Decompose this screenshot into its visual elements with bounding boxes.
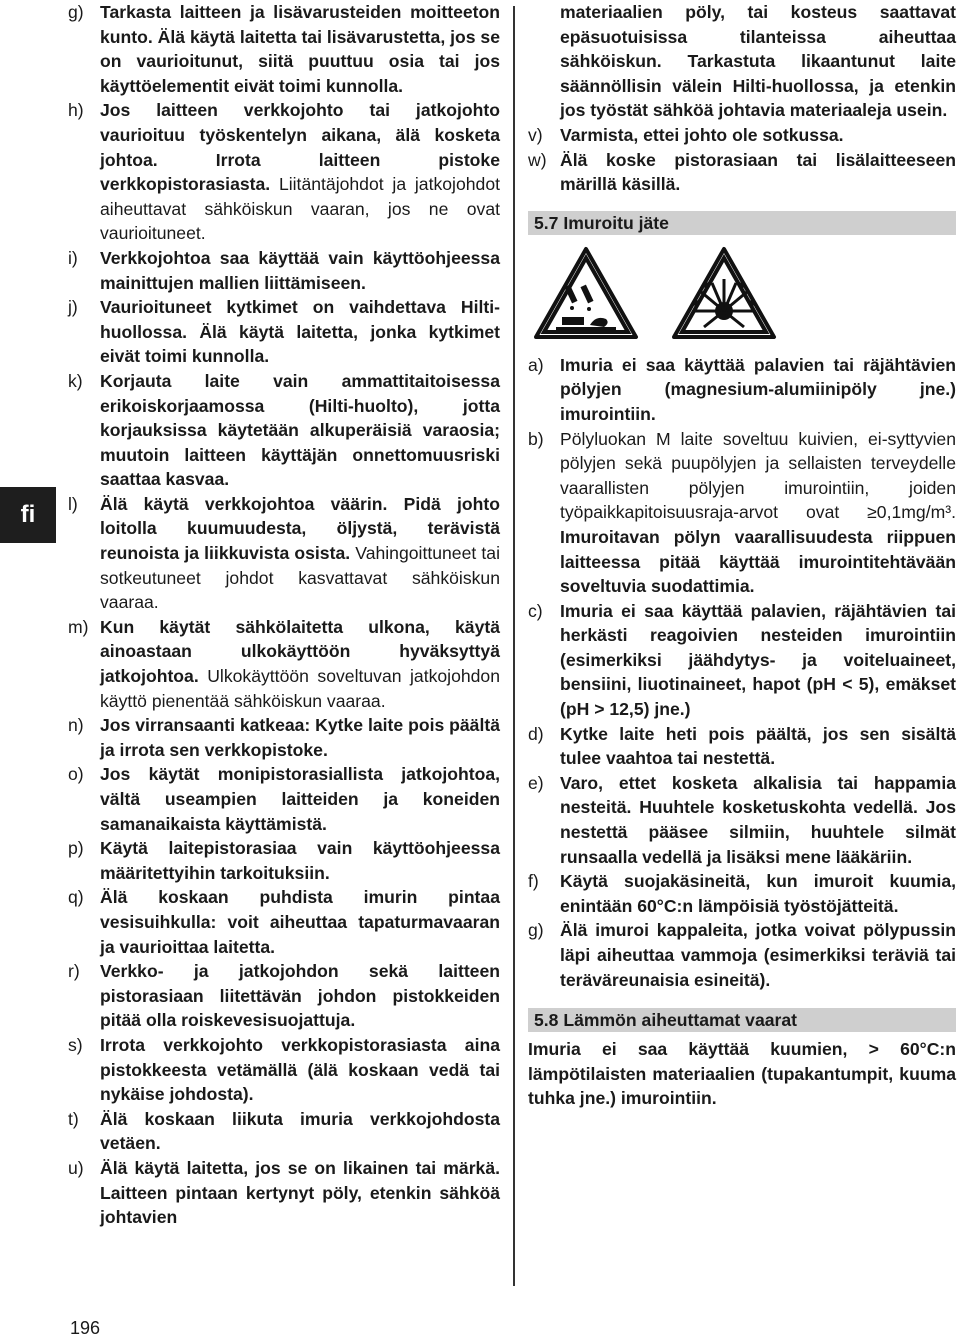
bold-text-run: Kytke laite heti pois päältä, jos sen sisältä tulee vaahtoa tai nestettä. bbox=[560, 723, 956, 769]
bold-text-run: Vaurioituneet kytkimet on vaihdettava Hilti-huollossa. Älä käytä laitetta, jonka kytkimet eivät toimi kunnolla. bbox=[100, 297, 500, 367]
bold-text-run: Älä koske pistorasiaan tai lisälaitteeseen märillä käsillä. bbox=[560, 149, 956, 195]
column-divider bbox=[513, 6, 515, 1286]
list-item-label: q) bbox=[68, 887, 84, 908]
list-item bbox=[528, 599, 956, 722]
list-item-text bbox=[100, 836, 500, 885]
list-item-label: l) bbox=[68, 493, 78, 514]
bold-text-run: Imuria ei saa käyttää palavien tai räjähtävien pölyjen (magnesium-alumiinipöly jne.) imurointiin. bbox=[560, 354, 956, 424]
safety-list-right-top bbox=[528, 123, 956, 197]
bold-text-run: Älä käytä laitetta, jos se on likainen tai märkä. Laitteen pintaan kertynyt pöly, etenkin sähköä johtavien bbox=[100, 1157, 500, 1228]
list-item bbox=[68, 885, 500, 959]
bold-text-run: Imuria ei saa käyttää palavien, räjähtävien tai herkästi reagoivien nesteiden imurointiin (esimerkiksi jäähdytys- ja voiteluaineet, bensiini, liuotinaineet, hapot (pH < 5), emäkset (pH > 12,5) jne.) bbox=[560, 600, 956, 720]
right-column bbox=[528, 0, 956, 1111]
regular-text-run: Pölyluokan M laite soveltuu kuivien, ei-syttyvien pölyjen sekä puupölyjen ja sellaisten terveydelle vaarallisten pölyjen imurointiin, joiden työpaikkapitoisuusraja-arvot ovat ≥0,1mg/m³. bbox=[560, 428, 956, 523]
corrosive-hazard-icon bbox=[532, 245, 640, 341]
list-item bbox=[68, 959, 500, 1033]
list-item-label: f) bbox=[528, 871, 539, 892]
section-5-7-heading: 5.7 Imuroitu jäte bbox=[528, 211, 956, 235]
bold-text-run: Verkko- ja jatkojohdon sekä laitteen pistorasiaan liitettävän johdon pistokkeiden pitää olla roiskevesisuojattuja. bbox=[100, 961, 500, 1031]
warning-icons bbox=[528, 245, 956, 341]
list-item-label: d) bbox=[528, 723, 544, 744]
list-item bbox=[528, 918, 956, 992]
list-item-label: a) bbox=[528, 354, 544, 375]
list-item-label: j) bbox=[68, 297, 78, 318]
list-item-text bbox=[100, 98, 500, 246]
list-item-text bbox=[100, 713, 500, 762]
list-item-text bbox=[100, 762, 500, 836]
list-item-label: o) bbox=[68, 764, 84, 785]
bold-text-run: Varmista, ettei johto ole sotkussa. bbox=[560, 124, 844, 145]
list-item bbox=[68, 295, 500, 369]
safety-list-section-5-7 bbox=[528, 353, 956, 992]
bold-text-run: Jos käytät monipistorasiallista jatkojohtoa, vältä useampien laitteiden ja koneiden samanaikaista käyttämistä. bbox=[100, 764, 500, 834]
list-item bbox=[68, 1033, 500, 1107]
bold-text-run: Kun käytät sähkölaitetta ulkona, käytä ainoastaan ulkokäyttöön hyväksyttyä jatkojohtoa. bbox=[100, 616, 500, 687]
list-item-text bbox=[100, 1033, 500, 1107]
list-item-text bbox=[560, 123, 956, 148]
section-5-8-text: Imuria ei saa käyttää kuumien, > 60°C:n lämpötilaisten materiaalien (tupakantumpit, kuuma tuhka jne.) imurointiin. bbox=[528, 1039, 956, 1109]
list-item-text bbox=[100, 246, 500, 295]
bold-text-run: Imuroitavan pölyn vaarallisuudesta riippuen laitteessa pitää käyttää imurointitehtävään soveltuvia suodattimia. bbox=[560, 526, 956, 597]
list-item-label: k) bbox=[68, 370, 83, 391]
list-item bbox=[528, 123, 956, 148]
bold-text-run: Älä käytä verkkojohtoa väärin. Pidä johto loitolla kuumuudesta, öljystä, terävistä reunoista ja liikkuvista osista. bbox=[100, 493, 500, 564]
list-item-text bbox=[560, 353, 956, 427]
list-item bbox=[68, 0, 500, 98]
regular-text-run: Ulkokäyttöön soveltuvan jatkojohdon käyttö pienentää sähköiskun vaaraa. bbox=[100, 666, 500, 711]
list-item bbox=[68, 492, 500, 615]
list-item-text bbox=[100, 959, 500, 1033]
list-item bbox=[68, 713, 500, 762]
list-item-text bbox=[100, 0, 500, 98]
list-item bbox=[528, 722, 956, 771]
list-item-text bbox=[100, 1107, 500, 1156]
list-item-text bbox=[100, 615, 500, 713]
list-item bbox=[528, 427, 956, 599]
list-item-label: i) bbox=[68, 247, 78, 268]
list-item bbox=[528, 148, 956, 197]
explosive-hazard-icon bbox=[670, 245, 778, 341]
list-item bbox=[68, 615, 500, 713]
list-item bbox=[68, 369, 500, 492]
list-item-text bbox=[560, 722, 956, 771]
list-item-text bbox=[560, 918, 956, 992]
bold-text-run: Verkkojohtoa saa käyttää vain käyttöohjeessa mainittujen mallien liittämiseen. bbox=[100, 247, 500, 293]
language-tab bbox=[0, 487, 56, 543]
bold-text-run: Varo, ettet kosketa alkalisia tai happamia nesteitä. Huuhtele kosketuskohta vedellä. Jos nestettä pääsee silmiin, huuhtele silmät runsaalla vedellä ja lisäksi mene lääkäriin. bbox=[560, 772, 956, 867]
list-item-text bbox=[560, 771, 956, 869]
list-item-text bbox=[560, 869, 956, 918]
list-item-label: m) bbox=[68, 616, 89, 637]
page-number: 196 bbox=[70, 1318, 101, 1338]
list-item bbox=[528, 353, 956, 427]
list-item-label: u) bbox=[68, 1157, 84, 1178]
bold-text-run: Älä koskaan liikuta imuria verkkojohdosta vetäen. bbox=[100, 1108, 500, 1154]
list-item-label: e) bbox=[528, 772, 544, 793]
bold-text-run: Tarkasta laitteen ja lisävarusteiden moitteeton kunto. Älä käytä laitetta tai lisävarustetta, jos se on vaurioitunut, siitä puuttuu osia tai jos käyttöelementit eivät toimi kunnolla. bbox=[100, 2, 500, 96]
left-column bbox=[68, 0, 500, 1230]
bold-text-run: Korjauta laite vain ammattitaitoisessa erikoiskorjaamossa (Hilti-huolto), jotta korjauksissa käytetään alkuperäisiä varaosia; muutoin laitteen käyttäjän onnettomuusriski saattaa kasvaa. bbox=[100, 370, 500, 490]
list-item-label: c) bbox=[528, 600, 543, 621]
list-item bbox=[528, 771, 956, 869]
list-item-text bbox=[100, 492, 500, 615]
list-item bbox=[68, 246, 500, 295]
bold-text-run: Käytä laitepistorasiaa vain käyttöohjeessa määritettyihin tarkoituksiin. bbox=[100, 838, 500, 883]
continuation-text: materiaalien pöly, tai kosteus saattavat epäsuotuisissa tilanteissa aiheuttaa sähköiskun. Tarkastuta likaantunut laite säännöllisin välein Hilti-huollossa, ja etenkin jos työstät sähköä johtavia materiaaleja usein. bbox=[560, 2, 956, 121]
language-tab-label: fi bbox=[20, 501, 36, 528]
list-item bbox=[68, 762, 500, 836]
safety-list-left bbox=[68, 0, 500, 1230]
list-item-label: s) bbox=[68, 1034, 83, 1055]
list-item bbox=[68, 1107, 500, 1156]
list-item-text bbox=[100, 885, 500, 959]
list-item-label: r) bbox=[68, 961, 80, 982]
list-item-label: h) bbox=[68, 100, 84, 121]
list-item bbox=[68, 836, 500, 885]
regular-text-run: Liitäntäjohdot ja jatkojohdot aiheuttavat sähköiskun vaaran, jos ne ovat vaurioituneet. bbox=[100, 174, 500, 244]
list-item-text bbox=[100, 1156, 500, 1230]
list-item-label: n) bbox=[68, 715, 84, 736]
list-item-label: b) bbox=[528, 428, 544, 449]
list-item-label: v) bbox=[528, 124, 543, 145]
list-item-text bbox=[100, 369, 500, 492]
regular-text-run: Vahingoittuneet tai sotkeutuneet johdot kasvattavat sähköiskun vaaraa. bbox=[100, 543, 500, 613]
bold-text-run: Älä koskaan puhdista imurin pintaa vesisuihkulla: voit aiheuttaa tapaturmavaaran ja vaurioittaa laitetta. bbox=[100, 887, 500, 957]
list-item-label: t) bbox=[68, 1108, 79, 1129]
bold-text-run: Jos laitteen verkkojohto tai jatkojohto vaurioituu työskentelyn aikana, älä kosketa johtoa. Irrota laitteen pistoke verkkopistorasiasta. bbox=[100, 100, 500, 195]
section-5-8-heading: 5.8 Lämmön aiheuttamat vaarat bbox=[528, 1008, 956, 1032]
list-item bbox=[68, 1156, 500, 1230]
list-item-label: w) bbox=[528, 149, 547, 170]
list-item-text bbox=[560, 148, 956, 197]
bold-text-run: Irrota verkkojohto verkkopistorasiasta aina pistokkeesta vetämällä (älä koskaan vedä tai nykäise johdosta). bbox=[100, 1034, 500, 1105]
bold-text-run: Jos virransaanti katkeaa: Kytke laite pois päältä ja irrota sen verkkopistoke. bbox=[100, 715, 500, 760]
list-item-text bbox=[100, 295, 500, 369]
list-item-text bbox=[560, 599, 956, 722]
list-item bbox=[68, 98, 500, 246]
list-item-label: g) bbox=[528, 920, 544, 941]
list-item-text bbox=[560, 427, 956, 599]
list-item bbox=[528, 869, 956, 918]
bold-text-run: Älä imuroi kappaleita, jotka voivat pölypussin läpi aiheuttaa vammoja (esimerkiksi teräviä tai teräväreunaisia esineitä). bbox=[560, 920, 956, 990]
list-item-label: p) bbox=[68, 838, 84, 859]
list-item-label: g) bbox=[68, 2, 84, 22]
bold-text-run: Käytä suojakäsineitä, kun imuroit kuumia, enintään 60°C:n lämpöisiä työstöjätteitä. bbox=[560, 871, 956, 916]
